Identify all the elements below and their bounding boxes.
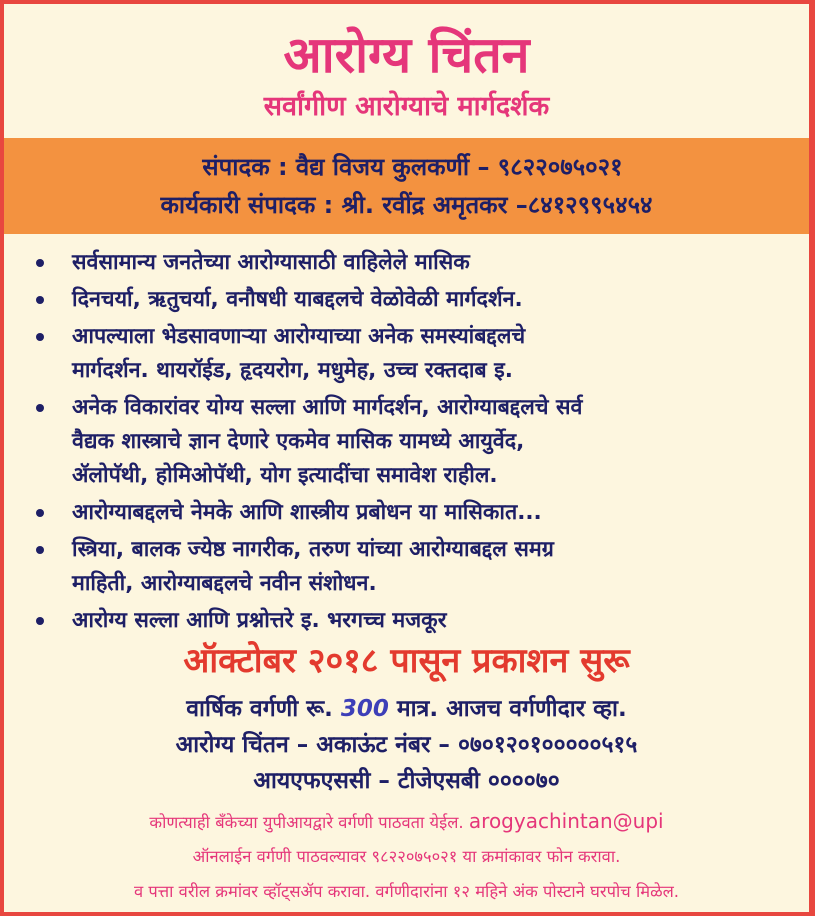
list-item <box>34 496 791 530</box>
list-item <box>34 246 791 280</box>
feature-text: आपल्याला भेडसावणाऱ्या आरोग्याच्या अनेक समस्यांबद्दलचे मार्गदर्शन. थायरॉईड, हृदयरोग, मधुमेह, उच्च रक्तदाब इ. <box>72 324 526 383</box>
list-item <box>34 283 791 317</box>
bullet-icon <box>36 296 44 304</box>
list-item <box>34 533 791 601</box>
bullet-icon <box>36 617 44 625</box>
upi-text: कोणत्याही बँकेच्या युपीआयद्वारे वर्गणी पाठवता येईल. <box>149 813 464 832</box>
list-item <box>34 391 791 493</box>
bullet-icon <box>36 333 44 341</box>
subscription-line <box>4 692 809 726</box>
editors-band <box>4 138 809 234</box>
list-item <box>34 320 791 388</box>
bullet-icon <box>36 546 44 554</box>
phone-line: ऑनलाईन वर्गणी पाठवल्यावर ९८२२०७५०२१ या क्रमांकावर फोन करावा. <box>192 847 621 866</box>
feature-text: आरोग्याबद्दलचे नेमके आणि शास्त्रीय प्रबोधन या मासिकात... <box>72 500 542 525</box>
launch-headline: ऑक्टोबर २०१८ पासून प्रकाशन सुरू <box>183 641 630 681</box>
whatsapp-line: व पत्ता वरील क्रमांवर व्हॉट्सॲप करावा. वर्गणीदारांना १२ महिने अंक पोस्टाने घरपोच मिळेल. <box>133 882 680 901</box>
list-item <box>34 604 791 638</box>
bullet-icon <box>36 509 44 517</box>
upi-id: arogyachintan@upi <box>468 809 664 833</box>
ifsc-line: आयएफएससी – टीजेएसबी ००००७० <box>253 768 560 794</box>
bullet-icon <box>36 404 44 412</box>
subscription-suffix: मात्र. आजच वर्गणीदार व्हा. <box>396 696 627 722</box>
feature-text: स्त्रिया, बालक ज्येष्ठ नागरीक, तरुण यांच्या आरोग्याबद्दल समग्र माहिती, आरोग्याबद्दलचे नवीन संशोधन. <box>72 537 554 596</box>
bullet-icon <box>36 259 44 267</box>
subscription-amount: 300 <box>340 696 389 722</box>
editor-line: संपादक : वैद्य विजय कुलकर्णी – ९८२२०७५०२१ <box>202 153 623 181</box>
account-line: आरोग्य चिंतन – अकाऊंट नंबर – ०७०१२०१०००००५१५ <box>175 732 638 758</box>
executive-editor-line: कार्यकारी संपादक : श्री. रवींद्र अमृतकर –८४१२९९५४५४ <box>160 191 653 219</box>
upi-line <box>4 807 809 837</box>
page-title: आरोग्य चिंतन <box>283 26 530 84</box>
feature-text: अनेक विकारांवर योग्य सल्ला आणि मार्गदर्शन, आरोग्याबद्दलचे सर्व वैद्यक शास्त्राचे ज्ञान देणारे एकमेव मासिक यामध्ये आयुर्वेद, ॲलोपॅथी, होमिओपॅथी, योग इत्यादींचा समावेश राहील. <box>72 395 583 488</box>
page-subtitle: सर्वांगीण आरोग्याचे मार्गदर्शक <box>263 91 550 122</box>
feature-text: दिनचर्या, ऋतुचर्या, वनौषधी याबद्दलचे वेळोवेळी मार्गदर्शन. <box>72 287 523 312</box>
feature-list <box>34 246 791 638</box>
subscription-prefix: वार्षिक वर्गणी रू. <box>186 696 333 722</box>
feature-text: सर्वसामान्य जनतेच्या आरोग्यासाठी वाहिलेले मासिक <box>72 250 470 275</box>
feature-text: आरोग्य सल्ला आणि प्रश्नोत्तरे इ. भरगच्च मजकूर <box>72 608 447 633</box>
